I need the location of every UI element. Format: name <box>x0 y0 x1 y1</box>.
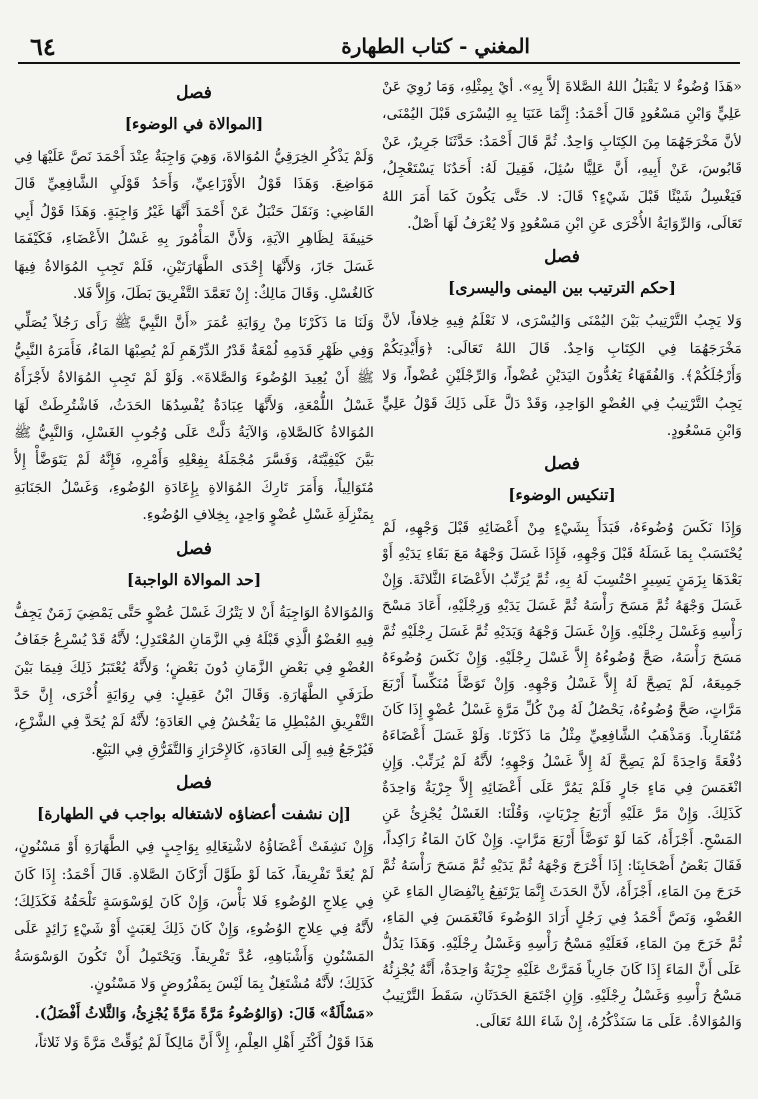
masala-label: «مَسْأَلَةٌ» <box>319 1005 374 1022</box>
paragraph: هَذَا قَوْلُ أَكْثَرِ أَهْلِ العِلْمِ، إِلاَّ أَنَّ مَالِكاً لَمْ يُوَقِّتْ مَرَّةً وَلا ثَلاثاً، <box>34 1034 374 1051</box>
paragraph: وَلَمْ يَذْكُرِ الخِرَقِيُّ المُوَالاةَ، وَهِيَ وَاجِبَةٌ عِنْدَ أَحْمَدَ نَصَّ عَلَيْهَا فِي مَوَاضِعَ. وَهَذَا قَوْلُ الأَوْزَاعِيِّ، وَأَحَدُ قَوْلَيِ الشَّافِعِيِّ قَالَ القَاضِي: وَنَقَلَ حَنْبَلٌ عَنْ أَحْمَدَ أَنَّهَا غَيْرُ وَاجِبَةٍ. وَهَذَا قَوْلُ أَبِي حَنِيفَةَ لِظَاهِرِ الآيَةِ، وَلأَنَّ المَأْمُورَ بِهِ غَسْلُ الأَعْضَاءِ، فَكَيْفَمَا غَسَلَ جَازَ، وَلأَنَّهَا إِحْدَى الطَّهَارَتَيْنِ، فَلَمْ تَجِبِ المُوَالاةُ فِيهَا كَالغُسْلِ. وَقَالَ مَالِكٌ: إِنْ تَعَمَّدَ التَّفْرِيقَ بَطَلَ، وَإِلاَّ فَلا. <box>14 149 374 303</box>
section-label: فصل <box>544 454 580 475</box>
section-heading: [حد الموالاة الواجبة] <box>126 569 262 589</box>
paragraph: وَلا يَجِبُ التَّرْتِيبُ بَيْنَ اليُمْنَى وَاليُسْرَى، لا نَعْلَمُ فِيهِ خِلافاً، لأنَّ مَخْرَجَهُمَا فِي الكِتَابِ وَاحِدٌ. قَالَ اللهُ تَعَالَى: ﴿وَأَيْدِيَكُمْ وَأَرْجُلَكُمْ﴾. وَالفُقَهَاءُ يَعُدُّونَ اليَدَيْنِ عُضْواً، وَالرِّجْلَيْنِ عُضْواً، وَلا يَجِبُ التَّرْتِيبُ فِي العُضْوِ الوَاحِدِ، وَقَدْ دَلَّ عَلَى ذَلِكَ قَوْلُ عَلِيٍّ وَابْنِ مَسْعُودٍ. <box>382 313 742 440</box>
paragraph: «هَذَا وُضُوءٌ لا يَقْبَلُ اللهُ الصَّلاةَ إلاَّ بِهِ». أيْ بِمِثْلِهِ، وَمَا رُوِيَ عَنْ عَلِيٍّ وَابْنِ مَسْعُودٍ قَالَ أَحْمَدُ: إِنَّمَا عَنَيَا بِهِ اليُسْرَى قَبْلَ اليُمْنَى، لأنَّ مَخْرَجَهُمَا مِنَ الكِتَابِ وَاحِدٌ. ثُمَّ قَالَ أَحْمَدُ: حَدَّثَنَا جَرِيرٌ، عَنْ قَابُوسَ، عَنْ أَبِيهِ، أَنَّ عَلِيًّا سُئِلَ، فَقِيلَ لَهُ: أَحَدُنَا يَسْتَعْجِلُ، فَيَغْسِلُ شَيْئًا قَبْلَ شَيْءٍ؟ قَالَ: لا. حَتَّى يَكُونَ كَمَا أَمَرَ اللهُ تَعَالَى، وَالرِّوَايَةُ الأُخْرَى عَنِ ابْنِ مَسْعُودٍ وَلا يُعْرَفُ لَهَا أَصْلٌ. <box>382 79 742 233</box>
running-title: المغني - كتاب الطهارة <box>341 34 530 58</box>
section-label: فصل <box>544 247 580 268</box>
section-heading: [حكم الترتيب بين اليمنى واليسرى] <box>448 278 676 298</box>
paragraph: وَلَنَا مَا ذَكَرْنَا مِنْ رِوَايَةِ عُمَرَ «أَنَّ النَّبِيَّ ﷺ رَأَى رَجُلاً يُصَلِّي وَفِي ظَهْرِ قَدَمِهِ لُمْعَةٌ قَدْرُ الدِّرْهَمِ لَمْ يُصِبْهَا المَاءُ، فَأَمَرَهُ النَّبِيُّ ﷺ أَنْ يُعِيدَ الوُضُوءَ وَالصَّلاةَ». وَلَوْ لَمْ تَجِبِ المُوَالاةُ لأَجْزَأَهُ غَسْلُ اللُّمْعَةِ، وَلأَنَّهَا عِبَادَةٌ يُفْسِدُهَا الحَدَثُ، فَاشْتُرِطَتْ لَهَا المُوَالاةُ كَالصَّلاةِ، وَالآيَةُ دَلَّتْ عَلَى وُجُوبِ الغَسْلِ، وَالنَّبِيُّ ﷺ بَيَّنَ كَيْفِيَّتَهُ، وَفَسَّرَ مُجْمَلَهُ بِفِعْلِهِ وَأَمْرِهِ، فَإِنَّهُ لَمْ يَتَوَضَّأْ إِلاَّ مُتَوَالِياً، وَأَمَرَ تَارِكَ المُوَالاةِ بِإِعَادَةِ الوُضُوءِ، وَغَسْلُ الجَنَابَةِ بِمَنْزِلَةِ غَسْلِ عُضْوٍ وَاحِدٍ، بِخِلافِ الوُضُوءِ. <box>14 315 374 524</box>
paragraph: وَالمُوَالاةُ الوَاجِبَةُ أَنْ لا يَتْرُكَ غَسْلَ عُضْوٍ حَتَّى يَمْضِيَ زَمَنٌ يَجِفُّ فِيهِ العُضْوُ الَّذِي قَبْلَهُ فِي الزَّمَانِ المُعْتَدِلِ؛ لأَنَّهُ قَدْ يُسْرِعُ جَفَافُ العُضْوِ فِي بَعْضِ الزَّمَانِ دُونَ بَعْضٍ؛ وَلأَنَّهُ يُعْتَبَرُ ذَلِكَ فِيمَا بَيْنَ طَرَفَيِ الطَّهَارَةِ. وَقَالَ ابْنُ عَقِيلٍ: فِي رِوَايَةٍ أُخْرَى، إِنَّ حَدَّ التَّفْرِيقِ المُبْطِلِ مَا يَفْحُشُ فِي العَادَةِ؛ لأَنَّهُ لَمْ يُحَدَّ فِي الشَّرْعِ، فَيُرْجَعُ فِيهِ إِلَى العَادَةِ، كَالإِحْرَازِ وَالتَّفَرُّقِ فِي البَيْعِ. <box>14 604 374 758</box>
paragraph: وَإِنْ نَشِفَتْ أَعْضَاؤُهُ لاشْتِغَالِهِ بِوَاجِبٍ فِي الطَّهَارَةِ أَوْ مَسْنُونٍ، لَمْ يُعَدَّ تَفْرِيقاً، كَمَا لَوْ طَوَّلَ أَرْكَانَ الصَّلاةِ. قَالَ أَحْمَدُ: إِذَا كَانَ فِي عِلاجِ الوُضُوءِ فَلا بَأْسَ، وَإِنْ كَانَ لِوَسْوَسَةٍ تَلْحَقُهُ فَكَذَلِكَ؛ لأَنَّهُ فِي عِلاجِ الوُضُوءِ، وَإِنْ كَانَ ذَلِكَ لِعَبَثٍ أَوْ شَيْءٍ زَائِدٍ عَلَى المَسْنُونِ وَأَشْبَاهِهِ، عُدَّ تَفْرِيقاً. وَيَحْتَمِلُ أَنْ تَكُونَ الوَسْوَسَةُ كَذَلِكَ؛ لأَنَّهُ مُشْتَغِلٌ بِمَا لَيْسَ بِمَفْرُوضٍ وَلا مَسْنُونٍ. <box>14 839 374 993</box>
section-label: فصل <box>176 773 212 794</box>
section-heading: [إن نشفت أعضاؤه لاشتغاله بواجب في الطهارة] <box>37 804 351 824</box>
paragraph: وَإِذَا نَكَسَ وُضُوءَهُ، فَبَدَأَ بِشَيْءٍ مِنْ أَعْضَائِهِ قَبْلَ وَجْهِهِ، لَمْ يُحْتَسَبْ بِمَا غَسَلَهُ قَبْلَ وَجْهِهِ، فَإِذَا غَسَلَ وَجْهَهُ مَعَ بَقَاءِ يَدَيْهِ أَوْ بَعْدَهَا بِزَمَنٍ يَسِيرٍ احْتُسِبَ لَهُ بِهِ، ثُمَّ يُرَتِّبُ الأَعْضَاءَ الثَّلاثَةَ. وَإِنْ غَسَلَ وَجْهَهُ ثُمَّ مَسَحَ رَأْسَهُ ثُمَّ غَسَلَ يَدَيْهِ وَرِجْلَيْهِ، أَعَادَ مَسْحَ رَأْسِهِ وَغَسْلَ رِجْلَيْهِ. وَإِنْ غَسَلَ وَجْهَهُ وَيَدَيْهِ ثُمَّ غَسَلَ رِجْلَيْهِ ثُمَّ مَسَحَ رَأْسَهُ، صَحَّ وُضُوءُهُ إِلاَّ غَسْلَ رِجْلَيْهِ. وَإِنْ نَكَسَ وُضُوءَهُ جَمِيعَهُ، لَمْ يَصِحَّ لَهُ إِلاَّ غَسْلُ وَجْهِهِ. وَإِنْ تَوَضَّأَ مُنَكِّساً أَرْبَعَ مَرَّاتٍ، صَحَّ وُضُوءُهُ، يَحْصُلُ لَهُ مِنْ كُلِّ مَرَّةٍ غَسْلُ عُضْوٍ إِذَا كَانَ مُتَقَارِباً. وَمَذْهَبُ الشَّافِعِيِّ مِثْلُ مَا ذَكَرْنَا. وَلَوْ غَسَلَ أَعْضَاءَهُ دُفْعَةً وَاحِدَةً لَمْ يَصِحَّ لَهُ إِلاَّ غَسْلُ وَجْهِهِ؛ لأَنَّهُ لَمْ يُرَتِّبْ. وَإِنِ انْغَمَسَ فِي مَاءٍ جَارٍ فَلَمْ يَمُرَّ عَلَى أَعْضَائِهِ إِلاَّ جِرْيَةٌ وَاحِدَةٌ كَذَلِكَ. وَإِنْ مَرَّ عَلَيْهِ أَرْبَعُ جِرْيَاتٍ، وَقُلْنَا: الغَسْلُ يُجْزِئُ عَنِ المَسْحِ. أَجْزَأَهُ، كَمَا لَوْ تَوَضَّأَ أَرْبَعَ مَرَّاتٍ. وَإِنْ كَانَ المَاءُ رَاكِداً، فَقَالَ بَعْضُ أَصْحَابِنَا: إِذَا أَخْرَجَ وَجْهَهُ ثُمَّ يَدَيْهِ ثُمَّ مَسَحَ رَأْسَهُ ثُمَّ خَرَجَ مِنَ المَاءِ، أَجْزَأَهُ، لأَنَّ الحَدَثَ إِنَّمَا يَرْتَفِعُ بِانْفِصَالِ المَاءِ عَنِ العُضْوِ، وَنَصَّ أَحْمَدُ فِي رَجُلٍ أَرَادَ الوُضُوءَ فَانْغَمَسَ فِي المَاءِ، ثُمَّ خَرَجَ مِنَ المَاءِ، فَعَلَيْهِ مَسْحُ رَأْسِهِ وَغَسْلُ رِجْلَيْهِ. وَهَذَا يَدُلُّ عَلَى أَنَّ المَاءَ إِذَا كَانَ جَارِياً فَمَرَّتْ عَلَيْهِ جِرْيَةٌ وَاحِدَةٌ، أَنَّهُ يُجْزِئُهُ مَسْحُ رَأْسِهِ وَغَسْلُ رِجْلَيْهِ. وَإِنِ اجْتَمَعَ الحَدَثَانِ، سَقَطَ التَّرْتِيبُ وَالمُوَالاةُ. عَلَى مَا سَنَذْكُرُهُ، إِنْ شَاءَ اللهُ تَعَالَى. <box>382 520 742 1031</box>
right-column <box>382 74 742 1085</box>
left-column <box>14 74 374 1085</box>
section-heading: [الموالاة في الوضوء] <box>124 114 264 133</box>
section-label: فصل <box>176 538 212 559</box>
masala-text: قَالَ: (وَالوُضُوءُ مَرَّةً مَرَّةً يُجْزِئُ، وَالثَّلاثُ أَفْضَلُ). <box>34 1005 316 1022</box>
page-number: ٦٤ <box>30 32 56 61</box>
masala-paragraph <box>14 1001 374 1028</box>
section-heading: [تنكيس الوضوء] <box>508 485 616 505</box>
text-columns <box>14 74 742 1085</box>
running-header <box>18 30 740 64</box>
section-label: فصل <box>176 83 212 103</box>
